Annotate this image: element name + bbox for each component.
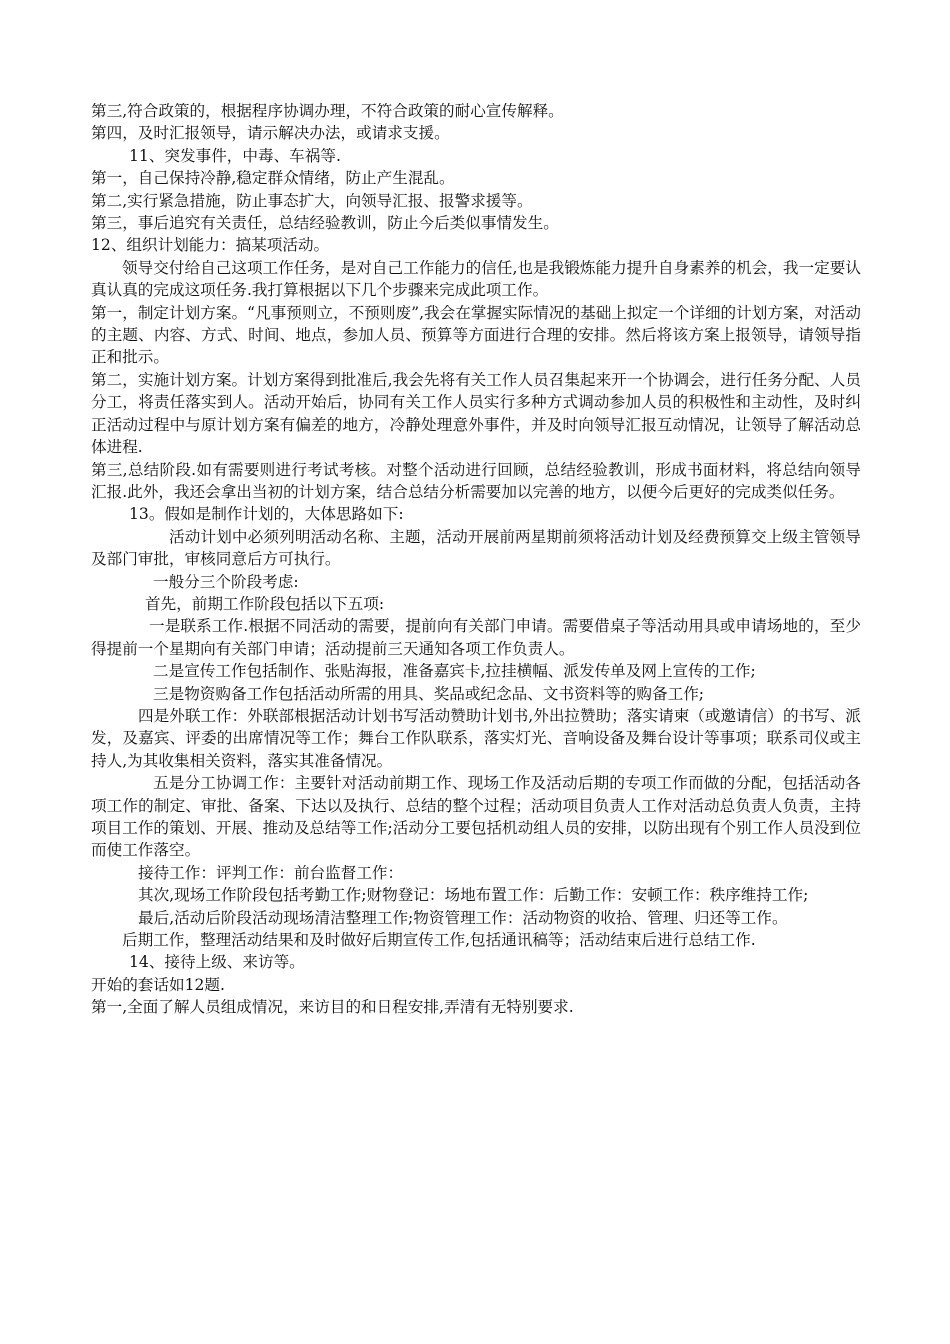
- paragraph: 第二,实行紧急措施，防止事态扩大，向领导汇报、报警求援等。: [91, 191, 533, 210]
- paragraph: 一般分三个阶段考虑:: [153, 572, 299, 591]
- section-heading: 13。假如是制作计划的，大体思路如下:: [129, 505, 404, 524]
- paragraph: 第三，事后追究有关责任，总结经验教训，防止今后类似事情发生。: [91, 214, 559, 233]
- paragraph: 第三,符合政策的，根据程序协调办理，不符合政策的耐心宣传解释。: [91, 102, 564, 120]
- paragraph: 第三,总结阶段.如有需要则进行考试考核。对整个活动进行回顾，总结经验教训，形成书面材料，将总结向领导汇报.此外，我还会拿出当初的计划方案，结合总结分析需要加以完善的地方，以便今后更好的完成类似任务。: [91, 460, 861, 501]
- section-heading: 14、接待上级、来访等。: [129, 953, 305, 972]
- paragraph: 领导交付给自己这项工作任务，是对自己工作能力的信任,也是我锻炼能力提升自身素养的机会，我一定要认真认真的完成这项任务.我打算根据以下几个步骤来完成此项工作。: [91, 258, 861, 300]
- paragraph: 四是外联工作：外联部根据活动计划书写活动赞助计划书,外出拉赞助；落实请柬（或邀请信）的书写、派发，及嘉宾、评委的出席情况等工作；舞台工作队联系，落实灯光、音响设备及舞台设计等事项；联系司仪或主持人,为其收集相关资料，落实其准备情况。: [91, 706, 861, 770]
- section-heading: 12、组织计划能力：搞某项活动。: [91, 236, 330, 255]
- paragraph: 后期工作，整理活动结果和及时做好后期宣传工作,包括通讯稿等；活动结束后进行总结工作.: [122, 931, 756, 950]
- paragraph: 一是联系工作.根据不同活动的需要，提前向有关部门申请。需要借桌子等活动用具或申请场地的，至少得提前一个星期向有关部门申请；活动提前三天通知各项工作负责人。: [91, 617, 861, 658]
- paragraph: 第一，自己保持冷静,稳定群众情绪，防止产生混乱。: [91, 169, 455, 188]
- paragraph: 第一,全面了解人员组成情况，来访目的和日程安排,弄清有无特别要求.: [91, 998, 574, 1017]
- paragraph: 其次,现场工作阶段包括考勤工作;财物登记：场地布置工作：后勤工作：安顿工作：秩序维持工作;: [138, 886, 809, 905]
- paragraph: 最后,活动后阶段活动现场清洁整理工作;物资管理工作：活动物资的收拾、管理、归还等工作。: [138, 908, 788, 927]
- paragraph: 第四，及时汇报领导，请示解决办法，或请求支援。: [91, 124, 450, 143]
- paragraph: 三是物资购备工作包括活动所需的用具、奖品或纪念品、文书资料等的购备工作;: [153, 684, 705, 703]
- paragraph: 开始的套话如12题.: [91, 975, 225, 994]
- paragraph: 五是分工协调工作：主要针对活动前期工作、现场工作及活动后期的专项工作而做的分配，包括活动各项工作的制定、审批、备案、下达以及执行、总结的整个过程；活动项目负责人工作对活动总负责人负责，主持项目工作的策划、开展、推动及总结等工作;活动分工要包括机动组人员的安排，以防出现有个别工作人员没到位而使工作落空。: [91, 774, 861, 860]
- section-heading: 11、突发事件，中毒、车祸等.: [129, 146, 341, 165]
- paragraph: 二是宣传工作包括制作、张贴海报，准备嘉宾卡,拉挂横幅、派发传单及网上宣传的工作;: [153, 662, 756, 681]
- paragraph: 首先，前期工作阶段包括以下五项:: [145, 594, 385, 613]
- paragraph: 第二，实施计划方案。计划方案得到批准后,我会先将有关工作人员召集起来开一个协调会，进行任务分配、人员分工，将责任落实到人。活动开始后，协同有关工作人员实行多种方式调动参加人员的积极性和主动性，及时纠正活动过程中与原计划方案有偏差的地方，冷静处理意外事件，并及时向领导汇报互动情况，让领导了解活动总体进程.: [91, 370, 861, 457]
- paragraph: 接待工作：评判工作：前台监督工作：: [138, 863, 404, 882]
- paragraph: 第一，制定计划方案。“凡事预则立，不预则废”,我会在掌握实际情况的基础上拟定一个详细的计划方案，对活动的主题、内容、方式、时间、地点，参加人员、预算等方面进行合理的安排。然后将该方案上报领导，请领导指正和批示。: [91, 303, 861, 367]
- document-body: [91, 100, 861, 1019]
- paragraph: 活动计划中必须列明活动名称、主题，活动开展前两星期前须将活动计划及经费预算交上级主管领导及部门审批，审核同意后方可执行。: [91, 527, 861, 569]
